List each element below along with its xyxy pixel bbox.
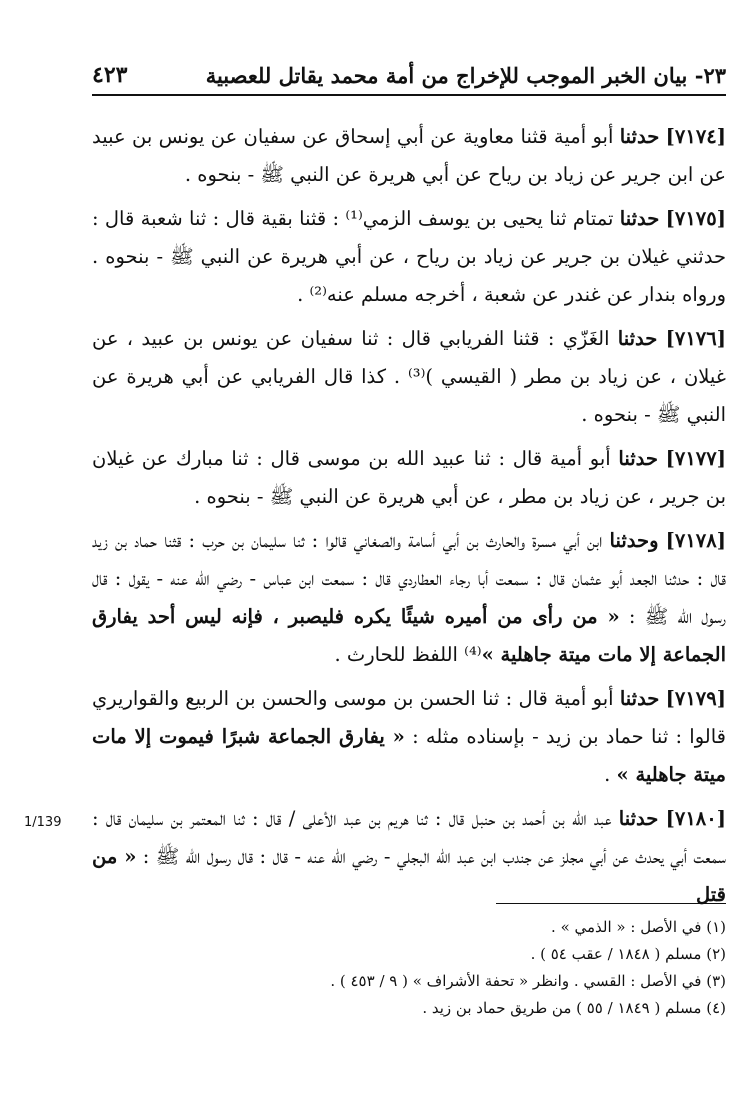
hadith-quote: « من رأى من أميره شيئًا يكره فليصبر ، فإنه ليس أحد يفارق الجماعة إلا مات ميتة جاهلية » — [92, 605, 726, 666]
entry-text-before: عبد الله بن أحمد بن حنبل قال : ثنا هريم بن عبد الأعلى / قال : ثنا المعتمر بن سليمان قال : سمعت أبي يحدث عن أبي مجلز عن جندب ابن عبد الله البجلي - رضي الله عنه - قال : قال رسول الله ﷺ : — [92, 807, 727, 868]
entry-lead: حدثنا — [618, 447, 658, 470]
entry-number: [٧١٧٥] — [665, 207, 726, 230]
entry-lead: حدثنا — [619, 207, 660, 230]
footnote: (٢) مسلم ( ١٨٤٨ / عقب ٥٤ ) . — [530, 945, 726, 963]
hadith-quote: « يفارق الجماعة شبرًا فيموت إلا مات ميتة جاهلية » — [92, 725, 726, 786]
footnote: (٣) في الأصل : القسي . وانظر « تحفة الأشراف » ( ٩ / ٤٥٣ ) . — [330, 972, 726, 990]
hadith-entry-7178 — [92, 522, 726, 680]
entry-lead: حدثنا — [617, 327, 658, 350]
page-number: ٤٢٣ — [92, 62, 128, 88]
hadith-entry-7180 — [92, 800, 726, 920]
footnote: (١) في الأصل : « الذمي » . — [551, 918, 726, 936]
hadith-entry-7177 — [92, 440, 726, 522]
main-text — [92, 118, 726, 920]
entry-text-before: ابن أبي مسرة والحارث بن أبي أسامة والصغاني قالوا : ثنا سليمان بن حرب : قثنا حماد بن زيد قال : حدثنا الجعد أبو عثمان قال : سمعت أبا رجاء العطاردي قال : سمعت ابن عباس - رضي الله عنه - يقول : قال رسول الله ﷺ : — [92, 529, 726, 628]
entry-text: تمتام ثنا يحيى بن يوسف الزمي⁽¹⁾ : قثنا بقية قال : ثنا شعبة قال : حدثني غيلان بن جرير عن زياد بن رياح ، عن أبي هريرة عن النبي ﷺ - بنحوه . ورواه بندار عن غندر عن شعبة ، أخرجه مسلم عنه⁽²⁾ . — [92, 207, 726, 306]
entry-lead: حدثنا — [618, 807, 659, 830]
entry-text-after: ⁽⁴⁾ اللفظ للحارث . — [334, 643, 482, 666]
page-header — [92, 52, 726, 96]
entry-lead: حدثنا — [619, 125, 660, 148]
entry-number: [٧١٧٧] — [665, 447, 726, 470]
hadith-entry-7176 — [92, 320, 726, 440]
manuscript-folio-ref: 1/139 — [24, 815, 62, 830]
entry-text-before: أبو أمية قال : ثنا الحسن بن موسى والحسن بن الربيع والقواريري قالوا : ثنا حماد بن زيد - بإسناده مثله : — [92, 687, 727, 748]
entry-number: [٧١٧٩] — [665, 687, 726, 710]
hadith-entry-7175 — [92, 200, 726, 320]
entry-text: أبو أمية قال : ثنا عبيد الله بن موسى قال : ثنا مبارك عن غيلان بن جرير ، عن زياد بن مطر ، عن أبي هريرة عن النبي ﷺ - بنحوه . — [92, 447, 726, 508]
hadith-quote: « من قتل — [92, 845, 726, 906]
entry-number: [٧١٧٦] — [665, 327, 726, 350]
entry-number: [٧١٧٨] — [665, 529, 726, 552]
hadith-entry-7174 — [92, 118, 726, 200]
entry-lead: وحدثنا — [609, 529, 659, 552]
entry-lead: حدثنا — [619, 687, 660, 710]
hadith-entry-7179 — [92, 680, 726, 800]
entry-text-after: . — [604, 763, 617, 786]
entry-text: الغَزّي : قثنا الفريابي قال : ثنا سفيان عن يونس بن عبيد ، عن غيلان ، عن زياد بن مطر ( القيسي )⁽³⁾ . كذا قال الفريابي عن أبي هريرة عن النبي ﷺ - بنحوه . — [92, 327, 726, 426]
entry-number: [٧١٨٠] — [665, 807, 726, 830]
footnote-divider — [496, 903, 726, 904]
entry-text: أبو أمية قثنا معاوية عن أبي إسحاق عن سفيان عن يونس بن عبيد عن ابن جرير عن زياد بن رياح عن أبي هريرة عن النبي ﷺ - بنحوه . — [92, 125, 726, 186]
footnote: (٤) مسلم ( ١٨٤٩ / ٥٥ ) من طريق حماد بن زيد . — [422, 999, 726, 1017]
chapter-title: ٢٣- بيان الخبر الموجب للإخراج من أمة محمد يقاتل للعصبية — [205, 63, 726, 88]
entry-number: [٧١٧٤] — [665, 125, 727, 148]
footnotes — [92, 914, 726, 1022]
